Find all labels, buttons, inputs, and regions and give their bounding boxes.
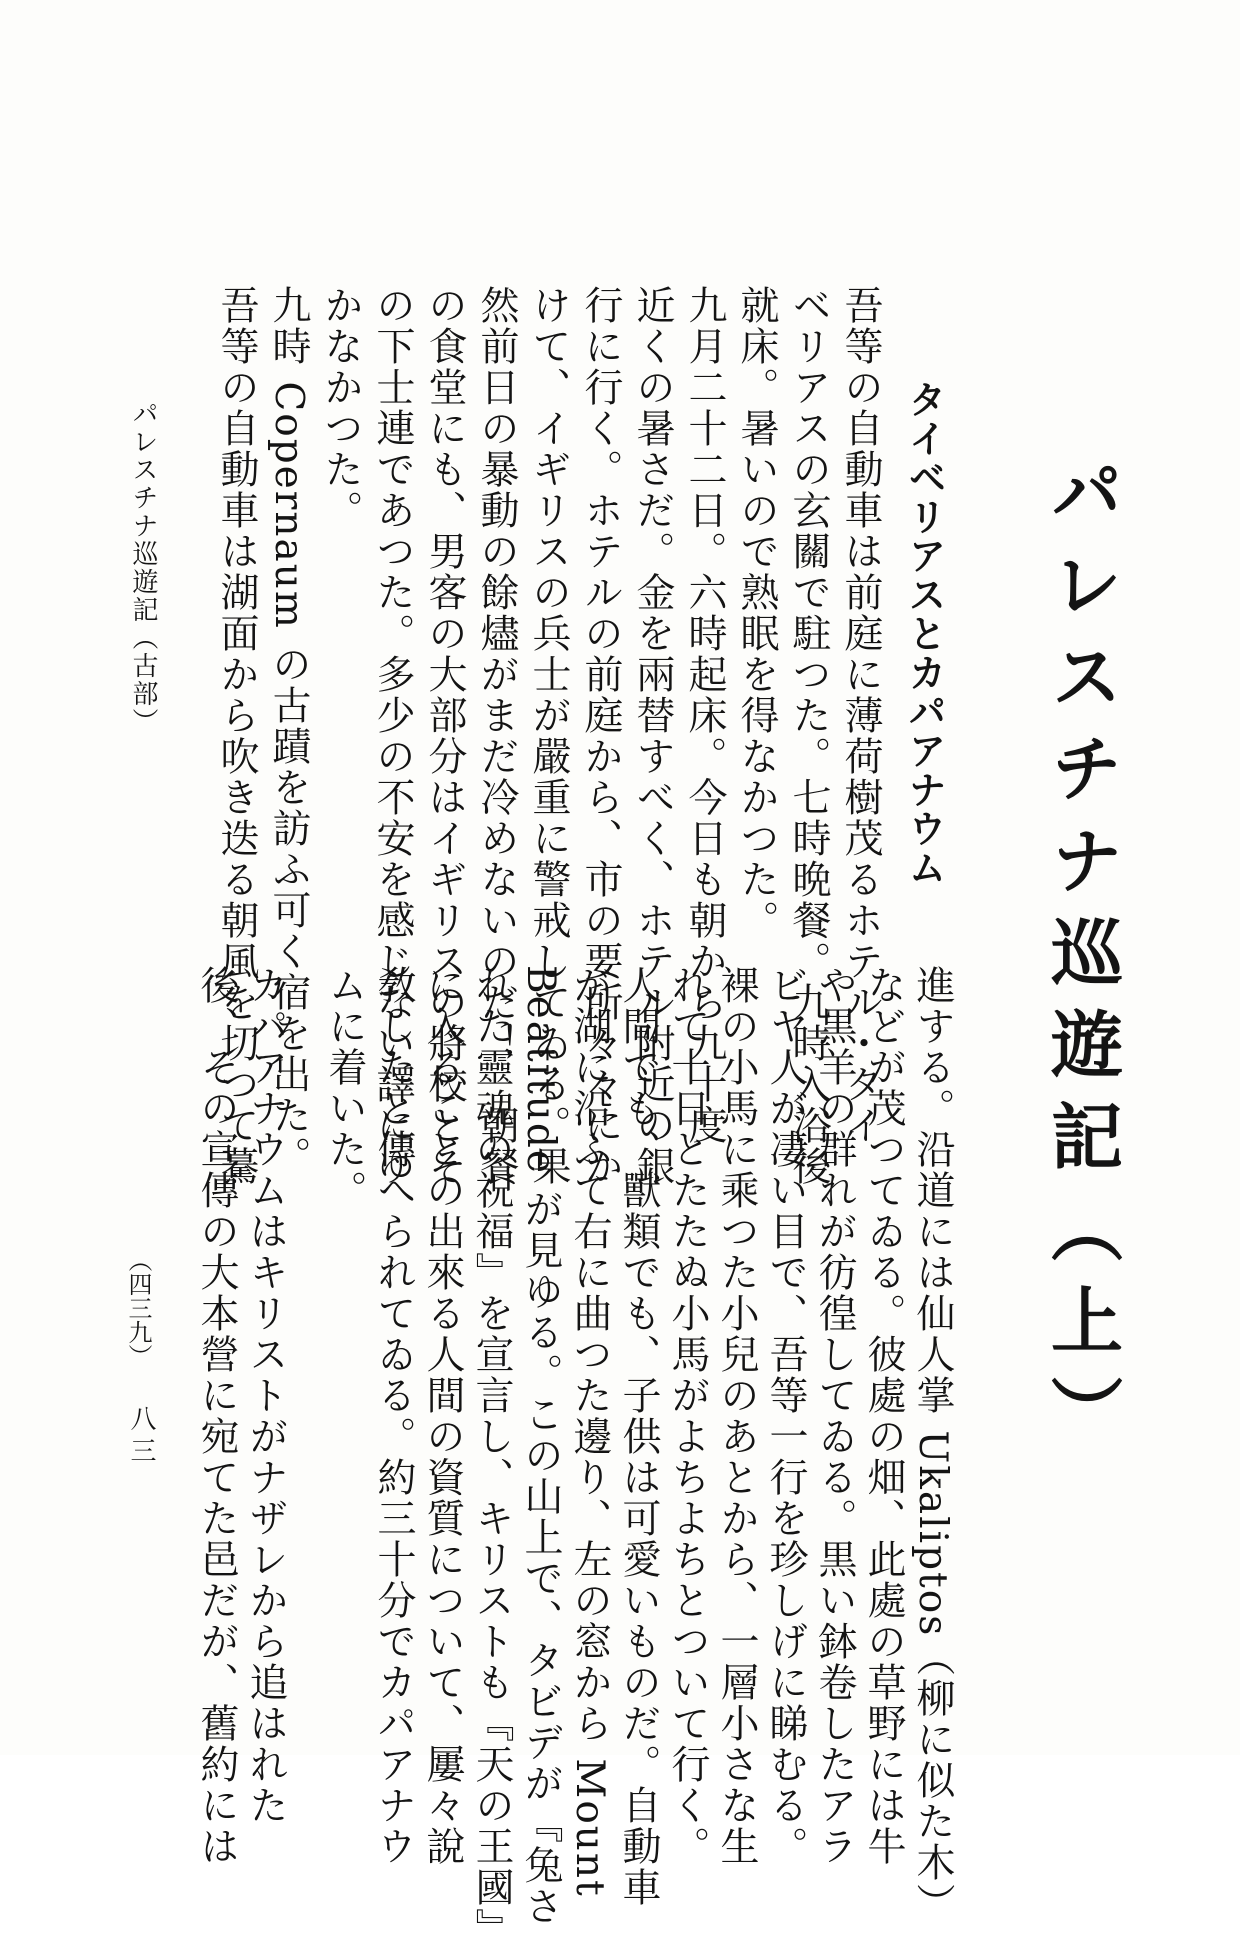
body-column: 近くの暑さだ。金を兩替すべく、ホテル附近の銀 bbox=[630, 285, 675, 1187]
body-column: に入ることの出來る人間の資質について、屢々說 bbox=[420, 965, 465, 1867]
issue-page-number: （四三九） bbox=[124, 1248, 152, 1368]
running-head: パレスチナ巡遊記（古部） bbox=[128, 400, 158, 736]
body-column: の食堂にも、男客の大部分はイギリスの將校とそ bbox=[422, 285, 467, 1187]
body-column: 然前日の暴動の餘燼がまだ冷めないのだ！ 朝餐 bbox=[474, 285, 519, 1187]
body-column: 裸の小馬に乘つた小兒のあとから、一層小さな生 bbox=[714, 965, 759, 1867]
body-column: 人間でも、獸類でも、子供は可愛いものだ。自動車 bbox=[616, 965, 661, 1908]
body-column: 吾等の自動車は湖面から吹き迭る朝風を切つて驀 bbox=[214, 285, 259, 1187]
body-column: れた靈魂の祝福』を宣言し、キリストも『天の王國』 bbox=[469, 965, 514, 1949]
body-column: 吾等の自動車は前庭に薄荷樹茂るホテル・タイ bbox=[838, 285, 883, 1146]
body-column: が湖に沿ふて右に曲つた邊り、左の窓から Mount bbox=[567, 965, 612, 1898]
section-heading: タイベリアスとカパアナウム bbox=[902, 380, 946, 887]
body-column: 就床。暑いので熟眠を得なかつた。 bbox=[734, 285, 779, 941]
page-number: 八三 bbox=[126, 1405, 156, 1469]
article-title: パレスチナ巡遊記（上） bbox=[1039, 455, 1124, 1467]
body-column: 行に行く。ホテルの前庭から、市の要所々々にか bbox=[578, 285, 623, 1187]
body-column: カパアナウムはキリストがナザレから追はれた bbox=[243, 965, 288, 1826]
body-column: れて十日とたたぬ小馬がよちよちとついて行く。 bbox=[665, 965, 710, 1867]
body-column: 後、その宣傳の大本營に宛てた邑だが、舊約には bbox=[194, 965, 239, 1867]
body-column: ビヤ人が凄い目で、吾等一行を珍しげに睇むる。 bbox=[763, 965, 808, 1867]
body-column: Beatitude が見ゆる。この山上で、タビデが『兔さ bbox=[518, 965, 563, 1928]
body-column: の下士連であつた。多少の不安を感じない譯にゆ bbox=[370, 285, 415, 1187]
body-column: ベリアスの玄關で駐つた。七時晩餐。九時入浴後 bbox=[786, 285, 831, 1187]
body-column: 進する。沿道には仙人掌 Ukaliptos（柳に似た木） bbox=[910, 965, 955, 1925]
body-column: などが茂つてゐる。彼處の畑、此處の草野には牛 bbox=[861, 965, 906, 1867]
body-column: 敎したと傳へられてゐる。約三十分でカパアナウ bbox=[371, 965, 416, 1867]
body-column: 九月二十二日。六時起床。今日も朝から九十度 bbox=[682, 285, 727, 1146]
body-column: や黒羊の群れが彷徨してゐる。黒い鉢卷したアラ bbox=[812, 965, 857, 1867]
body-column: けて、イギリスの兵士が嚴重に警戒してゐる。果 bbox=[526, 285, 571, 1187]
body-column: 九時 Copernaum の古蹟を訪ふ可く宿を出た。 bbox=[266, 285, 311, 1178]
body-column: ムに着いた。 bbox=[322, 965, 367, 1211]
body-column: かなかつた。 bbox=[318, 285, 363, 531]
